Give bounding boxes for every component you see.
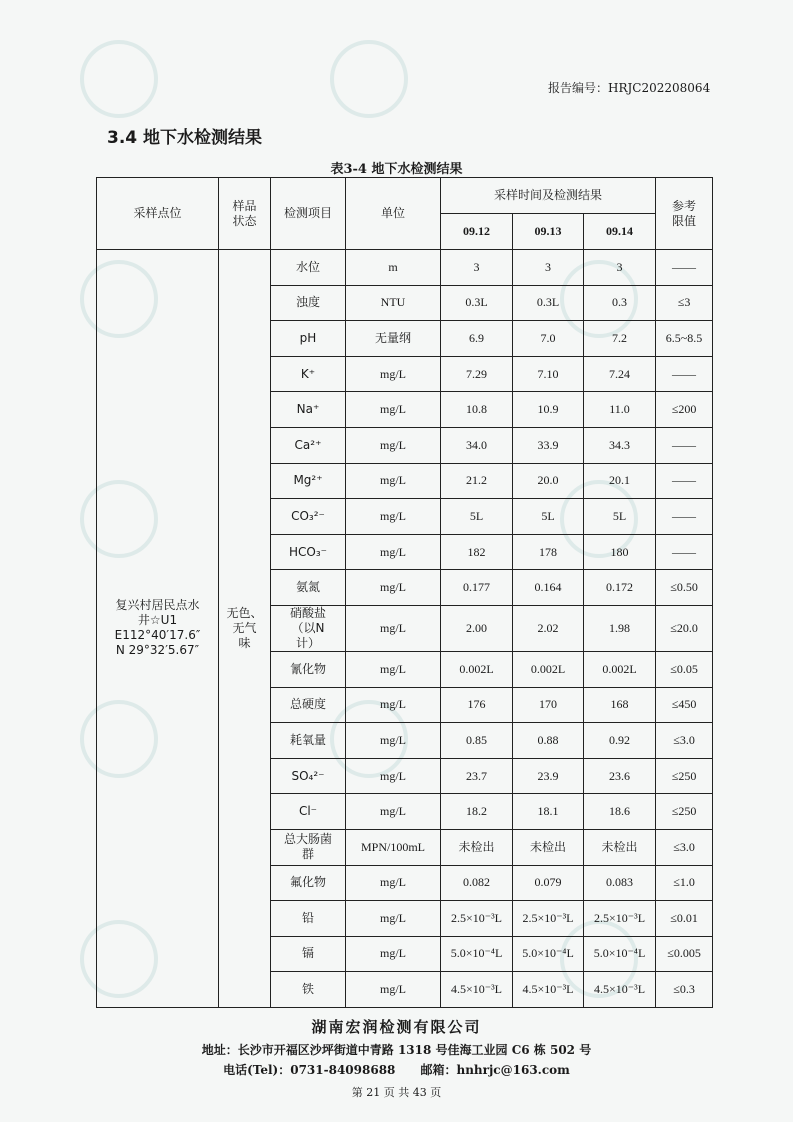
test-item: Ca²⁺: [271, 427, 346, 463]
result-cell: 2.02: [513, 605, 584, 651]
result-cell: 0.079: [513, 865, 584, 901]
sample-state-line: 味: [238, 635, 251, 650]
result-cell: 21.2: [441, 463, 513, 499]
header-site: 采样点位: [97, 178, 219, 250]
sampling-site-line: N 29°32′5.67″: [115, 643, 200, 658]
header-date: 09.14: [584, 214, 656, 250]
unit-cell: mg/L: [346, 865, 441, 901]
result-cell: 180: [584, 534, 656, 570]
result-cell: 176: [441, 687, 513, 723]
limit-cell: ≤250: [656, 794, 713, 830]
limit-cell: ≤3: [656, 285, 713, 321]
result-cell: 5L: [441, 499, 513, 535]
limit-cell: ——: [656, 250, 713, 286]
unit-cell: mg/L: [346, 356, 441, 392]
test-item: CO₃²⁻: [271, 499, 346, 535]
unit-cell: mg/L: [346, 687, 441, 723]
result-cell: 20.0: [513, 463, 584, 499]
unit-cell: mg/L: [346, 605, 441, 651]
unit-cell: mg/L: [346, 570, 441, 606]
sample-state-line: 无色、: [226, 605, 263, 620]
sampling-site-line: 复兴村居民点水: [115, 598, 200, 613]
result-cell: 1.98: [584, 605, 656, 651]
limit-cell: ——: [656, 356, 713, 392]
limit-cell: ≤0.3: [656, 972, 713, 1008]
result-cell: 0.3L: [513, 285, 584, 321]
unit-cell: mg/L: [346, 463, 441, 499]
test-item: 氨氮: [271, 570, 346, 606]
result-cell: 未检出: [513, 829, 584, 865]
limit-cell: ≤0.05: [656, 651, 713, 687]
sampling-site: [97, 250, 219, 1008]
result-cell: 0.002L: [584, 651, 656, 687]
unit-cell: mg/L: [346, 723, 441, 759]
result-cell: 0.083: [584, 865, 656, 901]
test-item: 镉: [271, 936, 346, 972]
header-date: 09.13: [513, 214, 584, 250]
result-cell: 34.3: [584, 427, 656, 463]
test-item: Mg²⁺: [271, 463, 346, 499]
result-cell: 3: [513, 250, 584, 286]
result-cell: 5.0×10⁻⁴L: [584, 936, 656, 972]
result-cell: 170: [513, 687, 584, 723]
limit-cell: ≤0.005: [656, 936, 713, 972]
page-number: 第 21 页 共 43 页: [351, 1086, 442, 1099]
test-item: 总大肠菌群: [271, 829, 346, 865]
result-cell: 2.5×10⁻³L: [441, 901, 513, 937]
footer-company: 湖南宏润检测有限公司: [311, 1018, 482, 1036]
sample-state: [219, 250, 271, 1008]
result-cell: 4.5×10⁻³L: [584, 972, 656, 1008]
result-cell: 6.9: [441, 321, 513, 357]
result-cell: 0.172: [584, 570, 656, 606]
watermark-logo: [330, 40, 408, 118]
test-item: SO₄²⁻: [271, 758, 346, 794]
test-item: Cl⁻: [271, 794, 346, 830]
limit-cell: ≤0.01: [656, 901, 713, 937]
header-unit: 单位: [346, 178, 441, 250]
test-item: 铁: [271, 972, 346, 1008]
unit-cell: mg/L: [346, 534, 441, 570]
result-cell: 2.5×10⁻³L: [513, 901, 584, 937]
result-cell: 5.0×10⁻⁴L: [441, 936, 513, 972]
test-item: 氰化物: [271, 651, 346, 687]
table-title: 表3-4 地下水检测结果: [330, 162, 463, 177]
test-item: 总硬度: [271, 687, 346, 723]
unit-cell: mg/L: [346, 936, 441, 972]
result-cell: 23.9: [513, 758, 584, 794]
limit-cell: ≤450: [656, 687, 713, 723]
result-cell: 18.1: [513, 794, 584, 830]
result-cell: 10.9: [513, 392, 584, 428]
result-cell: 0.88: [513, 723, 584, 759]
result-cell: 168: [584, 687, 656, 723]
result-cell: 10.8: [441, 392, 513, 428]
result-cell: 182: [441, 534, 513, 570]
limit-cell: ≤3.0: [656, 723, 713, 759]
result-cell: 0.85: [441, 723, 513, 759]
result-cell: 7.24: [584, 356, 656, 392]
unit-cell: mg/L: [346, 651, 441, 687]
result-cell: 3: [584, 250, 656, 286]
result-cell: 7.0: [513, 321, 584, 357]
result-cell: 0.3L: [441, 285, 513, 321]
watermark-logo: [80, 40, 158, 118]
result-cell: 7.2: [584, 321, 656, 357]
result-cell: 未检出: [441, 829, 513, 865]
unit-cell: 无量纲: [346, 321, 441, 357]
limit-cell: ≤20.0: [656, 605, 713, 651]
result-cell: 3: [441, 250, 513, 286]
header-limit: 参考限值: [656, 178, 713, 250]
sample-state-line: 无气: [232, 620, 257, 635]
test-item: 浊度: [271, 285, 346, 321]
result-cell: 5L: [513, 499, 584, 535]
result-cell: 23.7: [441, 758, 513, 794]
result-cell: 0.3: [584, 285, 656, 321]
test-item: Na⁺: [271, 392, 346, 428]
limit-cell: ≤1.0: [656, 865, 713, 901]
limit-cell: ≤250: [656, 758, 713, 794]
test-item: 硝酸盐（以N计）: [271, 605, 346, 651]
result-cell: 11.0: [584, 392, 656, 428]
test-item: 氟化物: [271, 865, 346, 901]
unit-cell: mg/L: [346, 972, 441, 1008]
unit-cell: mg/L: [346, 901, 441, 937]
header-item: 检测项目: [271, 178, 346, 250]
header-state: 样品状态: [219, 178, 271, 250]
result-cell: 18.6: [584, 794, 656, 830]
result-cell: 4.5×10⁻³L: [441, 972, 513, 1008]
result-cell: 18.2: [441, 794, 513, 830]
unit-cell: m: [346, 250, 441, 286]
limit-cell: 6.5~8.5: [656, 321, 713, 357]
result-cell: 7.29: [441, 356, 513, 392]
limit-cell: ——: [656, 427, 713, 463]
unit-cell: mg/L: [346, 427, 441, 463]
unit-cell: mg/L: [346, 794, 441, 830]
result-cell: 7.10: [513, 356, 584, 392]
result-cell: 5.0×10⁻⁴L: [513, 936, 584, 972]
sampling-site-line: 井☆U1: [137, 613, 178, 628]
limit-cell: ——: [656, 534, 713, 570]
result-cell: 20.1: [584, 463, 656, 499]
result-cell: 0.082: [441, 865, 513, 901]
section-title: 3.4 地下水检测结果: [107, 128, 263, 148]
limit-cell: ≤0.50: [656, 570, 713, 606]
result-cell: 33.9: [513, 427, 584, 463]
result-cell: 0.177: [441, 570, 513, 606]
limit-cell: ——: [656, 499, 713, 535]
result-cell: 5L: [584, 499, 656, 535]
limit-cell: ≤200: [656, 392, 713, 428]
unit-cell: NTU: [346, 285, 441, 321]
unit-cell: MPN/100mL: [346, 829, 441, 865]
result-cell: 0.002L: [513, 651, 584, 687]
unit-cell: mg/L: [346, 758, 441, 794]
report-number: 报告编号：HRJC202208064: [548, 81, 711, 95]
result-cell: 2.5×10⁻³L: [584, 901, 656, 937]
footer-contact: 电话(Tel)：0731-84098688 邮箱：hnhrjc@163.com: [223, 1063, 570, 1077]
result-cell: 2.00: [441, 605, 513, 651]
test-item: 水位: [271, 250, 346, 286]
header-results: 采样时间及检测结果: [441, 178, 656, 214]
result-cell: 23.6: [584, 758, 656, 794]
result-cell: 0.92: [584, 723, 656, 759]
result-cell: 34.0: [441, 427, 513, 463]
test-item: K⁺: [271, 356, 346, 392]
groundwater-results-table: [96, 177, 713, 1008]
result-cell: 0.002L: [441, 651, 513, 687]
result-cell: 178: [513, 534, 584, 570]
test-item: 铅: [271, 901, 346, 937]
table-row: [97, 250, 713, 286]
result-cell: 4.5×10⁻³L: [513, 972, 584, 1008]
sampling-site-line: E112°40′17.6″: [114, 628, 201, 643]
limit-cell: ≤3.0: [656, 829, 713, 865]
unit-cell: mg/L: [346, 392, 441, 428]
footer-address: 地址：长沙市开福区沙坪街道中青路 1318 号佳海工业园 C6 栋 502 号: [201, 1043, 592, 1057]
header-date: 09.12: [441, 214, 513, 250]
test-item: pH: [271, 321, 346, 357]
result-cell: 未检出: [584, 829, 656, 865]
test-item: 耗氧量: [271, 723, 346, 759]
result-cell: 0.164: [513, 570, 584, 606]
unit-cell: mg/L: [346, 499, 441, 535]
limit-cell: ——: [656, 463, 713, 499]
test-item: HCO₃⁻: [271, 534, 346, 570]
